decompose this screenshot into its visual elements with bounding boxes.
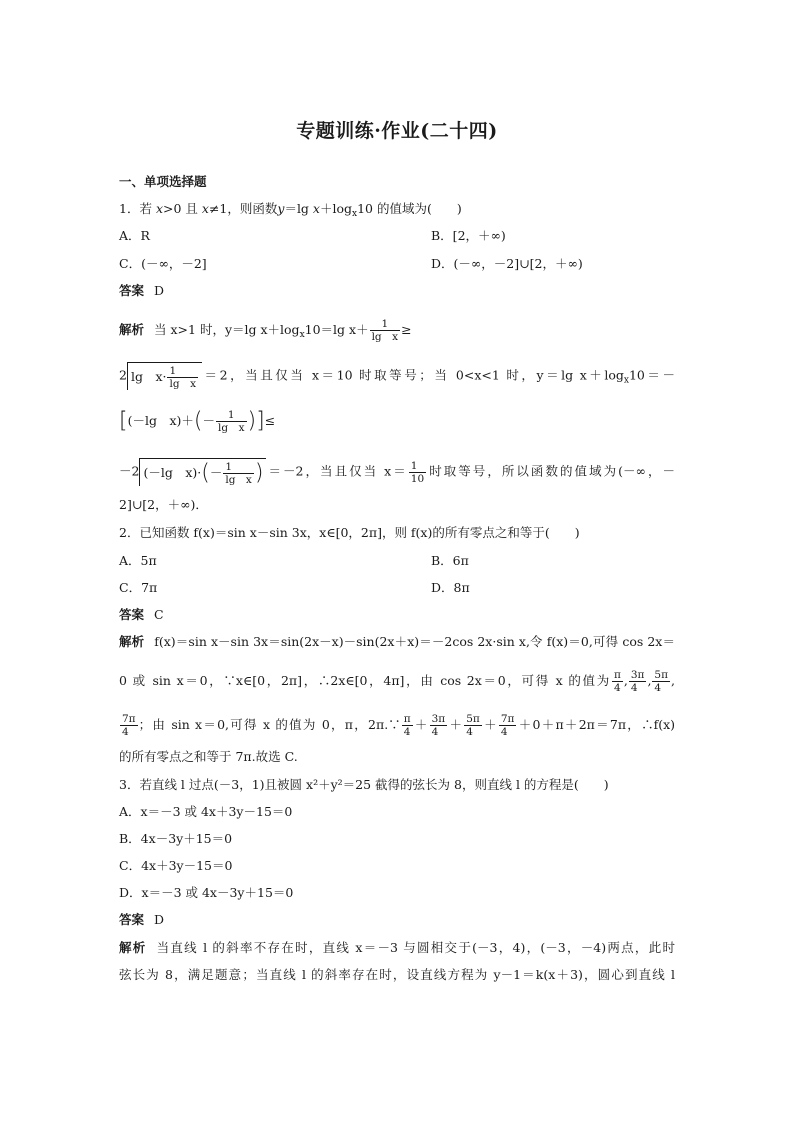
q1-answer: 答案 D <box>119 283 165 298</box>
q3-option-a: A．x＝－3 或 4x＋3y－15＝0 <box>119 804 293 819</box>
q1-solution-line-4: －2 (－lg x)·(－ $\frac{1}{\text{lg x}}$ ) ＝－2，当且仅当 x＝ $\frac{1}{10}$ 时取等号，所以函数的值域为(－∞，－ <box>119 459 675 486</box>
answer-label: 答案 <box>119 283 145 298</box>
solution-label: 解析 <box>119 322 145 337</box>
q2-solution-line-3: $\frac{7\pi}{4}$ ；由 sin x＝0,可得 x 的值为 0，π，2π.∵ $\frac{\pi}{4}$ ＋ $\frac{3\pi}{4}$ ＋ $\frac{5\pi}{4}$ ＋ $\frac{7\pi}{4}$ ＋0＋π＋2π＝7π，∴f(x) <box>122 713 675 738</box>
q2-option-a: A．5π <box>119 553 157 568</box>
q1-option-d: D．(－∞，－2]∪[2，＋∞) <box>431 256 583 271</box>
sqrt: lg x· $\frac{1}{\text{lg x}}$ <box>127 362 202 390</box>
fraction: $\frac{1}{\text{lg x}}$ <box>371 318 399 343</box>
q1-solution-line-5: 2]∪[2，＋∞)． <box>119 497 208 512</box>
q3-option-d: D．x＝－3 或 4x－3y＋15＝0 <box>119 885 294 900</box>
q3-stem: 3．若直线 l 过点(－3，1)且被圆 x²＋y²＝25 截得的弦长为 8，则直线 l 的方程是( ) <box>119 777 609 792</box>
q3-option-b: B．4x－3y＋15＝0 <box>119 831 233 846</box>
q1-stem: 1．若 x>0 且 x≠1，则函数y＝lg $x+\log_x10$ 的值域为( ) <box>119 201 462 219</box>
q2-answer: 答案 C <box>119 607 164 622</box>
q2-option-d: D．8π <box>431 580 470 595</box>
q1-option-b: B．[2，＋∞) <box>431 228 506 243</box>
q2-solution-line-2: 0 或 sin x＝0，∵x∈[0，2π]，∴2x∈[0，4π]，由 cos 2x＝0，可得 x 的值为 $\frac{\pi}{4}$ , $\frac{3\pi}{4}$ , $\frac{5\pi}{4}$ , <box>119 669 675 694</box>
q2-solution-line-1: 解析 f(x)＝sin x－sin 3x＝sin(2x－x)－sin(2x＋x)＝－2cos 2x·sin x,令 f(x)＝0,可得 cos 2x＝ <box>119 634 675 649</box>
page-title: 专题训练·作业(二十四) <box>296 120 498 142</box>
q1-solution-line-1: 解析 当 x>1 时，y＝lg $x+\log_x10=\lg$ x＋ $\frac{1}{\text{lg x}}$ ≥ <box>119 318 412 343</box>
q3-answer: 答案 D <box>119 912 165 927</box>
q2-option-c: C．7π <box>119 580 158 595</box>
q1-solution-line-3: [(－lg x)＋(－ $\frac{1}{\text{lg x}}$ )]≤ <box>119 408 276 434</box>
section-heading: 一、单项选择题 <box>119 174 207 189</box>
q2-stem: 2．已知函数 f(x)＝sin x－sin 3x，x∈[0，2π]，则 f(x)的所有零点之和等于( ) <box>119 525 580 540</box>
q1-option-a: A．R <box>119 228 150 243</box>
q1-solution-line-2: 2 lg x· $\frac{1}{\text{lg x}}$ ＝2，当且仅当 x＝10 时取等号；当 0<x<1 时，y＝lg $x+\log_x10=-$ <box>119 362 675 390</box>
q2-option-b: B．6π <box>431 553 469 568</box>
q3-solution-line-1: 解析 当直线 l 的斜率不存在时，直线 x＝－3 与圆相交于(－3，4)，(－3，－4)两点，此时 <box>119 940 675 955</box>
q2-solution-line-4: 的所有零点之和等于 7π.故选 C. <box>119 749 298 764</box>
q3-option-c: C．4x＋3y－15＝0 <box>119 858 233 873</box>
q1-option-c: C．(－∞，－2] <box>119 256 207 271</box>
q3-solution-line-2: 弦长为 8，满足题意；当直线 l 的斜率存在时，设直线方程为 y－1＝k(x＋3)，圆心到直线 l <box>119 967 675 982</box>
